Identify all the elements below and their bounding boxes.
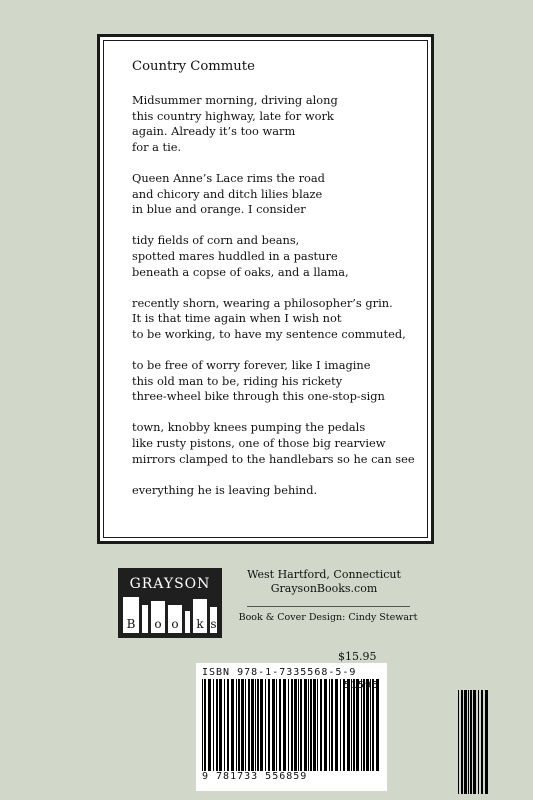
barcode-bar (257, 679, 259, 771)
barcode-bar (461, 690, 463, 794)
publisher-info (234, 568, 414, 596)
poem-line: recently shorn, wearing a philosopher’s grin. (132, 295, 393, 310)
poem-stanza (132, 233, 415, 280)
barcode-bar (329, 679, 330, 771)
barcode-bar (260, 679, 263, 771)
poem-stanza (132, 358, 415, 405)
poem-line: Midsummer morning, driving along (132, 93, 338, 107)
poem-stanza (132, 296, 415, 343)
barcode-bar (265, 679, 266, 771)
barcode-bar (478, 690, 479, 794)
logo-book-spine (209, 606, 218, 634)
barcode-bar (213, 679, 214, 771)
barcode-bar (248, 679, 250, 771)
poem-line: again. Already it’s too warm (132, 124, 296, 139)
barcode-bar (370, 679, 371, 771)
barcode-bar (458, 690, 459, 794)
barcode-bar (313, 679, 316, 771)
poem-line: for a tie. (132, 139, 182, 154)
barcode-bar (324, 679, 327, 771)
barcode-bar (363, 679, 365, 771)
poem-line: this country highway, late for work (132, 108, 334, 123)
poem-inner (100, 37, 431, 541)
logo-book-spine (184, 610, 191, 634)
barcode-bar (308, 679, 309, 771)
poem-line: to be working, to have my sentence commuted, (132, 326, 406, 341)
poem-line: to be free of worry forever, like I imagine (132, 358, 371, 373)
barcode-bar (283, 679, 286, 771)
barcode-bar (276, 679, 277, 771)
price: $15.95 (338, 650, 377, 663)
barcode-bar (353, 679, 355, 771)
barcode-bar (231, 679, 234, 771)
divider (247, 606, 410, 607)
publisher-website: GraysonBooks.com (270, 582, 378, 595)
publisher-location: West Hartford, Connecticut (247, 568, 401, 581)
barcode-bar (310, 679, 312, 771)
poem-stanza (132, 420, 415, 467)
poem-stanza (132, 93, 415, 155)
poem-title: Country Commute (132, 59, 255, 74)
poem-line: in blue and orange. I consider (132, 202, 306, 217)
barcode-bar (216, 679, 218, 771)
logo-letter: k (196, 617, 204, 631)
barcode-bar (343, 679, 345, 771)
design-credit: Book & Cover Design: Cindy Stewart (238, 612, 418, 623)
barcode-bar (304, 679, 307, 771)
addon-digits: 51595 (343, 680, 379, 691)
barcode-bar (331, 679, 333, 771)
barcode-bar (227, 679, 229, 771)
barcode-bar (255, 679, 256, 771)
logo-book-spine (122, 596, 140, 634)
barcode-bar (251, 679, 254, 771)
barcode-bar (481, 690, 483, 794)
barcode-bar (470, 690, 472, 794)
logo-letter: s (210, 617, 217, 631)
poem-line: everything he is leaving behind. (132, 482, 318, 497)
logo-wordmark: GRAYSON (129, 576, 211, 592)
barcode-bar (317, 679, 318, 771)
poem-line: and chicory and ditch lilies blaze (132, 186, 323, 201)
poem-line: this old man to be, riding his rickety (132, 373, 343, 388)
barcode-panel (196, 663, 387, 791)
barcode-bar (241, 679, 244, 771)
barcode-bar (335, 679, 338, 771)
barcode-bar (279, 679, 281, 771)
barcode-bar (204, 679, 206, 771)
poem-panel (97, 34, 434, 544)
barcode-bar (298, 679, 299, 771)
barcode-bar (473, 690, 476, 794)
poem-line: spotted mares huddled in a pasture (132, 248, 338, 263)
barcode-bar (372, 679, 374, 771)
logo-book-spine (167, 604, 183, 634)
logo-letter: B (126, 617, 136, 631)
barcode-bar (376, 679, 379, 771)
barcode-bar (272, 679, 275, 771)
poem-line: beneath a copse of oaks, and a llama, (132, 264, 349, 279)
barcode-bar (300, 679, 302, 771)
barcode-bar (294, 679, 297, 771)
barcode-bar (236, 679, 237, 771)
barcode-bar (356, 679, 359, 771)
logo-letter: o (154, 617, 162, 631)
poem-line: tidy fields of corn and beans, (132, 233, 300, 248)
barcode-bar (288, 679, 289, 771)
barcode-bar (219, 679, 222, 771)
isbn-text: ISBN 978-1-7335568-5-9 (202, 667, 357, 678)
poem-body (132, 93, 415, 498)
poem-line: like rusty pistons, one of those big rearview (132, 436, 386, 451)
barcode-digits: 9 781733 556859 (202, 771, 308, 782)
logo-book-spine (141, 604, 149, 634)
barcode-bar (320, 679, 322, 771)
poem-line: Queen Anne’s Lace rims the road (132, 170, 325, 185)
barcode-bar (361, 679, 362, 771)
barcode-bar (351, 679, 352, 771)
barcode-bar (347, 679, 350, 771)
barcode-bar (340, 679, 341, 771)
barcode-bar (268, 679, 270, 771)
barcode-bar (224, 679, 225, 771)
poem-stanza (132, 171, 415, 218)
poem-line: mirrors clamped to the handlebars so he can see (132, 451, 415, 466)
barcode-bar (291, 679, 293, 771)
vendor-barcode-bars (458, 690, 488, 794)
logo-letter: o (171, 617, 179, 631)
logo-book-spines (122, 596, 218, 634)
logo-book-spine (192, 598, 208, 634)
barcode-bar (202, 679, 203, 771)
barcode-bar (238, 679, 240, 771)
barcode-bar (464, 690, 467, 794)
barcode-bar (366, 679, 369, 771)
poem-line: town, knobby knees pumping the pedals (132, 420, 366, 435)
barcode-bar (468, 690, 469, 794)
poem-line: It is that time again when I wish not (132, 311, 342, 326)
logo-book-spine (150, 600, 166, 634)
barcode-bar (208, 679, 211, 771)
barcode-bar (485, 690, 488, 794)
poem-line: three-wheel bike through this one-stop-sign (132, 389, 385, 404)
publisher-logo (118, 568, 222, 638)
barcode-bars (202, 679, 381, 771)
poem-stanza (132, 483, 415, 499)
barcode-bar (245, 679, 246, 771)
